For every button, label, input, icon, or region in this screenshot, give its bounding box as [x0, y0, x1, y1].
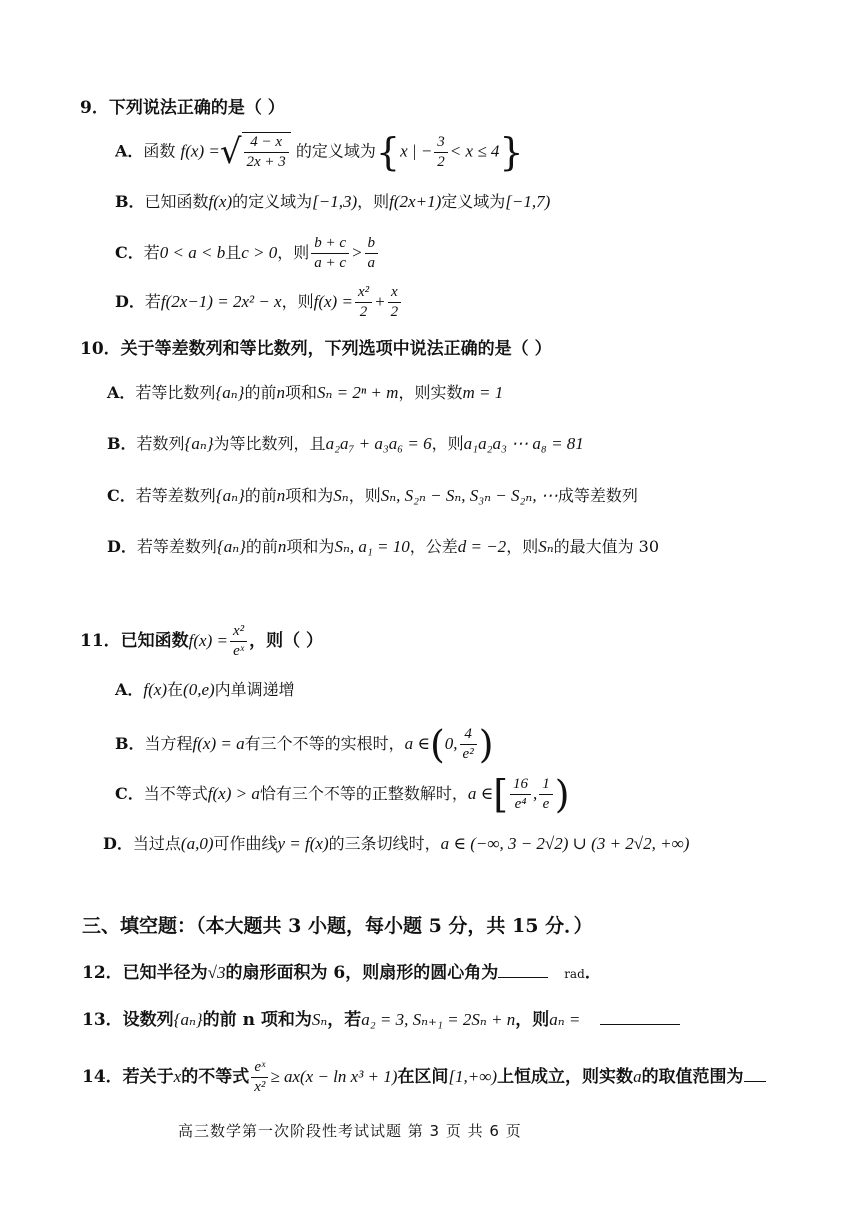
frac-num: 4 − x [244, 133, 289, 153]
text: 在区间 [397, 1067, 449, 1087]
text: ，则 [348, 486, 381, 505]
text: 的前 [244, 486, 277, 505]
math: [−1,3) [312, 192, 358, 211]
text: 已知函数 [144, 192, 209, 211]
text: 上恒成立，则实数 [497, 1067, 634, 1087]
math: x [173, 1067, 182, 1086]
math: √3 [207, 963, 226, 982]
text: 可作曲线 [213, 834, 278, 853]
text: ，若 [327, 1010, 362, 1030]
math: f(x) [143, 680, 168, 699]
math: a₁a₂a₃ ⋯ a₈ = 81 [463, 434, 584, 453]
frac-den: a [367, 255, 376, 271]
text: 且 [225, 243, 242, 262]
math: f(x) = [188, 631, 228, 650]
page-footer: 高三数学第一次阶段性考试试题 第 3 页 共 6 页 [178, 1122, 522, 1140]
math: {aₙ} [216, 537, 246, 556]
q10-option-a [107, 384, 503, 401]
text: 11．已知函数 [80, 631, 189, 651]
option-label: B． [115, 734, 145, 753]
option-label: B． [115, 192, 145, 211]
math-func: f(x) = [180, 141, 220, 161]
text: 的不等式 [181, 1067, 250, 1087]
math: > [351, 243, 363, 262]
math: Sₙ, a₁ = 10 [334, 537, 410, 556]
frac-num: 4 [460, 725, 477, 745]
answer-blank[interactable] [498, 977, 548, 978]
frac-den: e⁴ [514, 796, 527, 812]
text: 14．若关于 [82, 1067, 174, 1087]
math: m = 1 [462, 383, 504, 402]
math: (a,0) [180, 834, 214, 853]
q9-option-a: A．函数 f(x) =√ $\frac{4 - x}{2x + 3}$ 的定义域为{x | − $\frac{3}{2}$ < x ≤ 4} [115, 130, 524, 174]
math: n [276, 383, 285, 402]
sqrt-body [242, 132, 291, 172]
math: + [374, 292, 386, 311]
option-label: D． [107, 537, 137, 556]
text: 的定义域为 [295, 141, 376, 161]
frac-num: b + c [311, 234, 349, 254]
frac-num: 1 [539, 775, 553, 795]
frac-den: 2x + 3 [246, 154, 286, 170]
q10-option-d [107, 538, 659, 555]
text: 项和为 [286, 537, 335, 556]
q11-option-c [115, 772, 570, 817]
q11-option-b [115, 722, 494, 767]
text: 项和 [284, 383, 317, 402]
option-label: C． [107, 486, 136, 505]
math: Sₙ [538, 537, 554, 556]
frac-den: x² [254, 1079, 266, 1095]
q9-option-c [115, 234, 380, 273]
q9-option-d [115, 283, 403, 322]
question-10-stem: 10．关于等差数列和等比数列，下列选项中说法正确的是（ ） [80, 339, 552, 359]
text: 若 [143, 243, 160, 262]
math: [−1,7) [505, 192, 551, 211]
math: y = f(x) [277, 834, 329, 853]
text: ，则 [357, 192, 390, 211]
text: ，则 [515, 1010, 550, 1030]
answer-blank[interactable] [744, 1081, 766, 1082]
text: ． [584, 963, 602, 983]
question-11-stem [80, 622, 323, 661]
frac-num: 3 [434, 133, 448, 153]
option-label: A． [115, 141, 144, 161]
text: 恰有三个不等的正整数解时， [259, 784, 468, 803]
text: ，则 [431, 434, 464, 453]
math: {aₙ} [215, 486, 245, 505]
text: 当不等式 [143, 784, 208, 803]
text: 的前 n 项和为 [202, 1010, 312, 1030]
frac-num: 16 [510, 775, 531, 795]
question-14 [82, 1058, 766, 1097]
frac-den: 2 [359, 304, 368, 320]
math: f(x) [208, 192, 233, 211]
math: Sₙ, S₂ₙ − Sₙ, S₃ₙ − S₂ₙ, ⋯ [380, 486, 558, 505]
math: f(2x−1) = 2x² − x [160, 292, 282, 311]
question-13 [82, 1011, 680, 1029]
text: 若等比数列 [135, 383, 216, 402]
math: {aₙ} [215, 383, 245, 402]
math: Sₙ [311, 1010, 328, 1029]
sqrt-icon: √ [219, 132, 242, 172]
frac-den: e [542, 796, 550, 812]
q10-option-b [107, 435, 584, 452]
math: aₙ = [549, 1010, 581, 1029]
option-label: C． [115, 243, 144, 262]
math: f(x) = a [192, 734, 245, 753]
text: ，则 [506, 537, 539, 556]
q11-option-d [103, 835, 689, 852]
frac-num: b [365, 234, 379, 254]
paren: ( [429, 722, 445, 767]
option-label: C． [115, 784, 144, 803]
math: a₂ = 3, Sₙ₊₁ = 2Sₙ + n [361, 1010, 516, 1029]
paren: ) [554, 772, 570, 817]
math: < x ≤ 4 [449, 141, 500, 161]
frac-den: 2 [390, 304, 399, 320]
math: {aₙ} [173, 1010, 203, 1029]
section-heading: 三、填空题：（本大题共 3 小题，每小题 5 分，共 15 分．） [82, 915, 593, 937]
math: a ∈ (−∞, 3 − 2√2) ∪ (3 + 2√2, +∞) [440, 834, 690, 853]
frac-den: a + c [314, 255, 347, 271]
text: 项和为 [285, 486, 334, 505]
frac-num: x² [355, 283, 372, 303]
unit-label: rad [564, 967, 585, 981]
text: ，则 [281, 292, 314, 311]
math: 0 < a < b [159, 243, 226, 262]
text: 的定义域为 [232, 192, 313, 211]
text: ，则 [277, 243, 310, 262]
math: a [633, 1067, 642, 1086]
math: a₂a₇ + a₃a₆ = 6 [325, 434, 432, 453]
q10-option-c [107, 487, 638, 504]
option-label: B． [107, 434, 137, 453]
frac-den: eˣ [233, 643, 245, 659]
frac-num: eˣ [251, 1058, 268, 1078]
text: 若等差数列 [136, 537, 217, 556]
bracket: [ [493, 772, 509, 817]
math: n [277, 537, 287, 556]
math: a ∈ [467, 784, 494, 803]
math: f(2x+1) [389, 192, 442, 211]
math: (0,e) [183, 680, 215, 699]
text: ，公差 [409, 537, 458, 556]
text: 定义域为 [441, 192, 506, 211]
math: {aₙ} [184, 434, 214, 453]
text: 若数列 [136, 434, 185, 453]
math: f(x) > a [207, 784, 260, 803]
text: 的前 [244, 383, 277, 402]
math: ≥ ax(x − ln x³ + 1) [270, 1067, 398, 1086]
text: 有三个不等的实根时， [244, 734, 405, 753]
frac-den: e² [462, 746, 474, 762]
math: d = −2 [457, 537, 507, 556]
math: [1,+∞) [448, 1067, 498, 1086]
q11-option-a [115, 681, 295, 698]
math: f(x) = [313, 292, 353, 311]
math: , [533, 784, 538, 803]
text: 在 [167, 680, 184, 699]
text: 当过点 [132, 834, 181, 853]
text: 为等比数列，且 [213, 434, 326, 453]
text: 的扇形面积为 6，则扇形的圆心角为 [225, 963, 499, 983]
math: n [276, 486, 286, 505]
math: c > 0 [241, 243, 278, 262]
frac-num: x² [230, 622, 247, 642]
text: 成等差数列 [557, 486, 638, 505]
math: x | − [400, 141, 433, 161]
math: a ∈ [404, 734, 430, 753]
text: 13．设数列 [82, 1010, 174, 1030]
math: Sₙ [333, 486, 349, 505]
frac-num: x [388, 283, 402, 303]
option-label: D． [103, 834, 133, 853]
text: ，则（ ） [249, 631, 324, 651]
math: Sₙ = 2ⁿ + m [316, 383, 399, 402]
math: 0, [444, 734, 458, 753]
text: 的最大值为 30 [553, 537, 660, 556]
frac-den: 2 [437, 153, 445, 170]
option-label: D． [115, 292, 145, 311]
question-12 [82, 964, 602, 982]
text: 内单调递增 [214, 680, 295, 699]
text: 的三条切线时， [328, 834, 441, 853]
text: 当方程 [144, 734, 193, 753]
question-9-stem: 9．下列说法正确的是（ ） [80, 98, 285, 118]
text: 的前 [245, 537, 278, 556]
text: ，则实数 [398, 383, 463, 402]
answer-blank[interactable] [600, 1024, 680, 1025]
option-label: A． [115, 680, 144, 699]
text: 若 [144, 292, 161, 311]
option-label: A． [107, 383, 136, 402]
text: 函数 [143, 141, 176, 161]
text: 12．已知半径为 [82, 963, 208, 983]
q9-option-b [115, 193, 550, 210]
text: 若等差数列 [135, 486, 216, 505]
paren: ) [478, 722, 494, 767]
text: 的取值范围为 [641, 1067, 744, 1087]
